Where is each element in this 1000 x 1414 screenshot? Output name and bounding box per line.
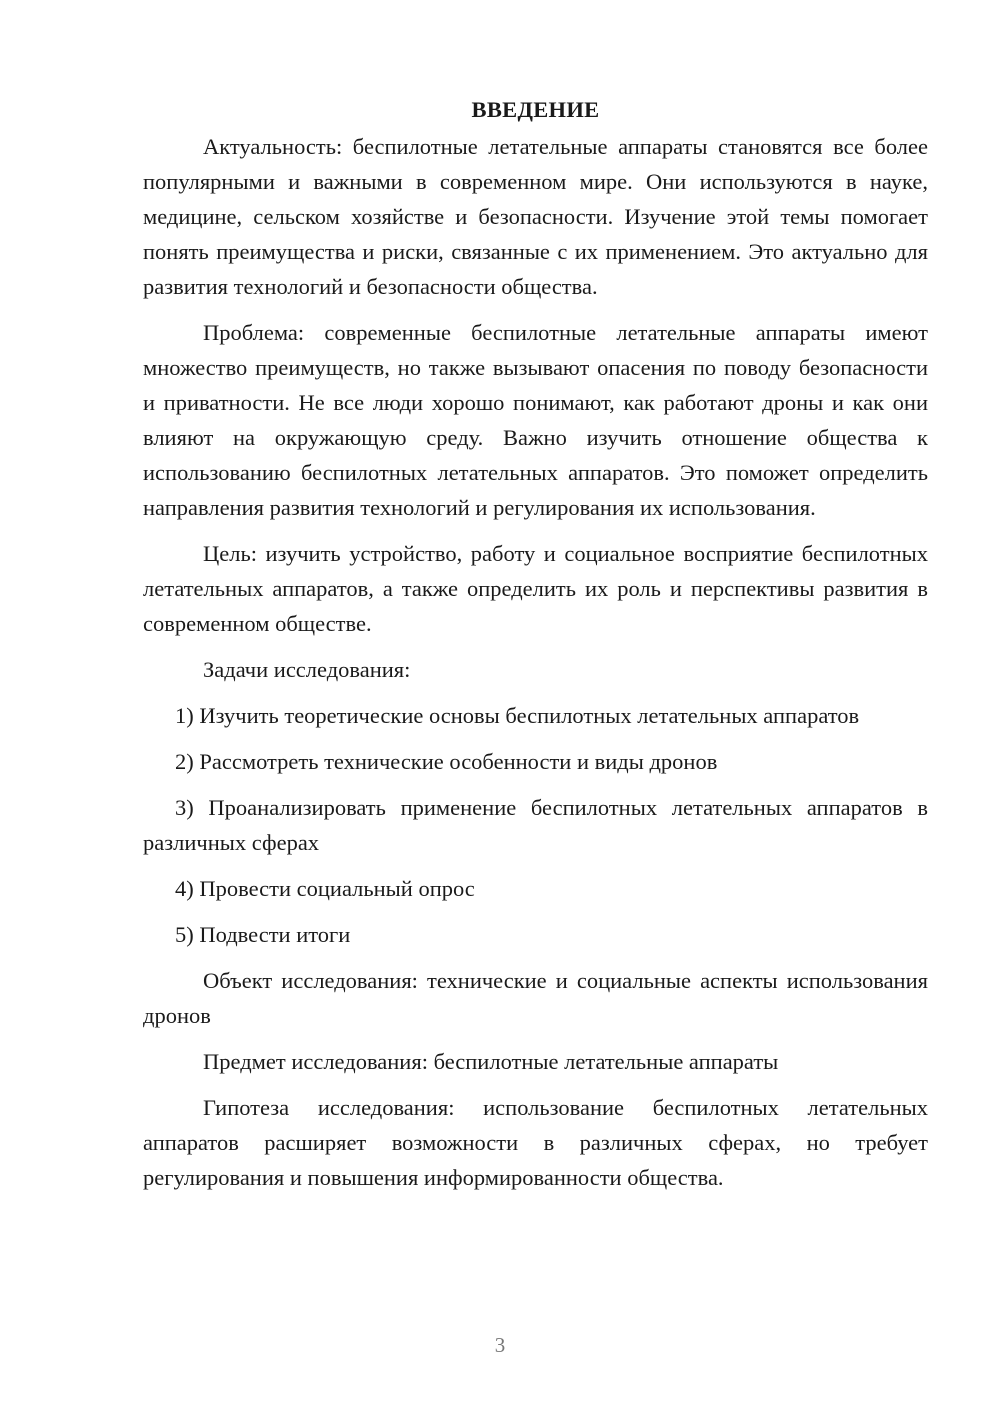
task-item-5: 5) Подвести итоги bbox=[175, 922, 351, 947]
hypothesis-paragraph: Гипотеза исследования: использование беспилотных летательных аппаратов расширяет возможности в различных сферах, но требует регулирования и повышения информированности общества. bbox=[143, 1095, 928, 1190]
task-item-2: 2) Рассмотреть технические особенности и виды дронов bbox=[175, 749, 718, 774]
task-item-4: 4) Провести социальный опрос bbox=[175, 876, 475, 901]
relevance-paragraph: Актуальность: беспилотные летательные аппараты становятся все более популярными и важными в современном мире. Они используются в науке, медицине, сельском хозяйстве и безопасности. Изучение этой темы помогает понять преимущества и риски, связанные с их применением. Это актуально для развития технологий и безопасности общества. bbox=[143, 134, 928, 299]
task-item-1: 1) Изучить теоретические основы беспилотных летательных аппаратов bbox=[175, 703, 860, 728]
task-item-3: 3) Проанализировать применение беспилотных летательных аппаратов в различных сферах bbox=[143, 795, 928, 855]
subject-paragraph: Предмет исследования: беспилотные летательные аппараты bbox=[203, 1049, 779, 1074]
object-paragraph: Объект исследования: технические и социальные аспекты использования дронов bbox=[143, 968, 928, 1028]
section-title: ВВЕДЕНИЕ bbox=[471, 97, 600, 122]
document-page bbox=[143, 92, 928, 1206]
tasks-heading: Задачи исследования: bbox=[203, 657, 411, 682]
goal-paragraph: Цель: изучить устройство, работу и социальное восприятие беспилотных летательных аппаратов, а также определить их роль и перспективы развития в современном обществе. bbox=[143, 541, 928, 636]
page-number: 3 bbox=[494, 1333, 506, 1357]
problem-paragraph: Проблема: современные беспилотные летательные аппараты имеют множество преимуществ, но также вызывают опасения по поводу безопасности и приватности. Не все люди хорошо понимают, как работают дроны и как они влияют на окружающую среду. Важно изучить отношение общества к использованию беспилотных летательных аппаратов. Это поможет определить направления развития технологий и регулирования их использования. bbox=[143, 320, 928, 520]
